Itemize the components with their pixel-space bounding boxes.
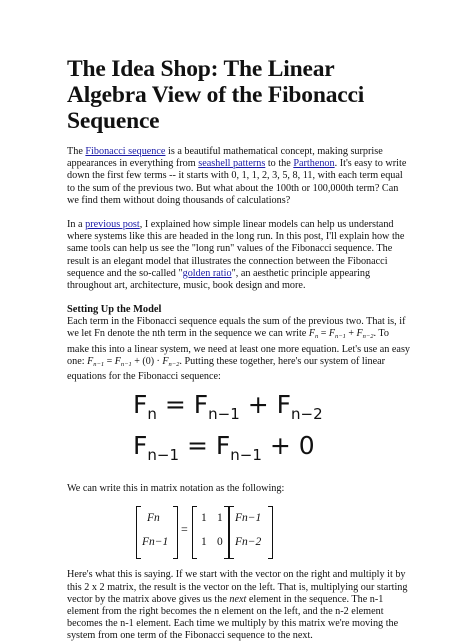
text-run: to the [265,158,294,170]
text-run: In a [67,219,86,231]
text-run: Here's what this is saying. If we start with the vector on the right and multiply it by this 2 x 2 matrix, the result is the vector on the left. That is, multiplying our starting vector by the matrix above gives us the [67,569,408,605]
text-run: ", an aesthetic principle appearing throughout art, architecture, music, book design and more. [67,267,371,292]
text-run: . It's easy to write down the first few terms -- it starts with 0, 1, 1, 2, 3, 5, 8, 11, with each term equal to the sum of the previous two. But what about the 100th or 100,000th term? Can we find them without doing thousands of calculations? [67,158,407,206]
section-heading: Setting Up the Model [67,304,162,316]
matrix-cell: 1 [201,536,207,549]
intro-paragraph [67,146,412,207]
text-run: , I explained how simple linear models can help us understand where systems like this are headed in the long run. In this post, I'll explain how the same tools can help us see the "long run" values of the Fibonacci sequence. The result is an elegant model that illustrates the connection between the Fibonacci sequence and the so-called " [67,219,405,279]
model-paragraph [67,316,412,383]
matrix-cell: Fn−1 [235,512,262,525]
emphasis: next [229,593,247,605]
inline-equation-identity: $F_{n-1} = F_{n-1} + (0) \cdot F_{n-2}$ [87,355,180,368]
link-seashell-patterns[interactable]: seashell patterns [198,158,266,170]
equals-sign: = [181,522,188,537]
text-run: . To make this into a linear system, we need at least one more equation. Let's use an easy one: [67,328,411,367]
matrix-cell: Fn [147,512,160,525]
link-golden-ratio[interactable]: golden ratio [182,267,232,279]
link-parthenon[interactable]: Parthenon [293,158,335,170]
right-vector [229,505,273,559]
text-run: Each term in the Fibonacci sequence equals the sum of the previous two. That is, if we let Fn denote the nth term in the sequence we can write [67,316,406,340]
left-vector [136,505,178,559]
matrix-cell: Fn−2 [235,536,262,549]
matrix-cell: 0 [217,536,223,549]
matrix-intro-paragraph: We can write this in matrix notation as the following: [67,483,285,495]
matrix-equation [136,505,412,560]
equation-2: $F_{n-1} = F_{n-1} + 0$ [133,431,315,465]
explanation-paragraph [67,569,412,642]
equation-system [133,389,412,471]
link-previous-post[interactable]: previous post [85,219,140,231]
transition-matrix [192,505,229,559]
matrix-cell: 1 [217,512,223,525]
text-run: The [67,146,86,157]
matrix-cell: 1 [201,512,207,525]
equation-1: $F_n = F_{n-1} + F_{n-2}$ [133,390,323,424]
text-run: is a beautiful mathematical concept, making surprise appearances in everything from [67,146,383,170]
text-run: . Putting these together, here's our system of linear equations for the Fibonacci sequence: [67,355,386,383]
context-paragraph [67,219,412,292]
page-title: The Idea Shop: The Linear Algebra View of the Fibonacci Sequence [67,56,365,134]
text-run: element in the sequence. The n-1 element from the right becomes the n element on the left, and the n-2 element becomes the n-1 element. Each time we multiply by this matrix we're moving the system from one term of the Fibonacci sequence to the next. [67,593,399,642]
matrix-cell: Fn−1 [142,536,169,549]
document-body [67,56,412,643]
inline-equation-recurrence: $F_n = F_{n-1} + F_{n-2}$ [308,328,374,341]
link-fibonacci-sequence[interactable]: Fibonacci sequence [85,146,166,157]
